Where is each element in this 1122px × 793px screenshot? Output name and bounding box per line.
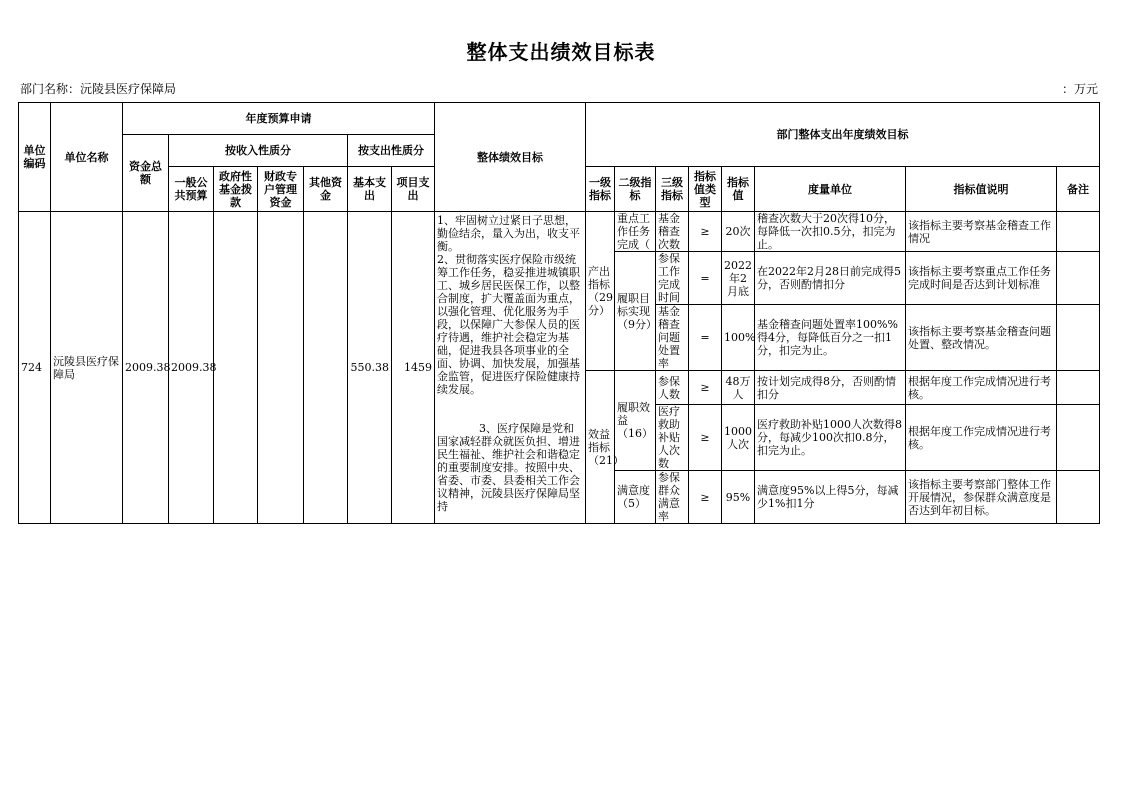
indicator-value-cell: 95% [722, 471, 755, 524]
indicator-value-cell: 1000人次 [722, 405, 755, 471]
value-desc-cell: 该指标主要考察基金稽查问题处置、整改情况。 [906, 305, 1057, 371]
indicator-value-cell: 2022年2月底 [722, 252, 755, 305]
remark-cell [1057, 252, 1100, 305]
header-overall-goal: 整体绩效目标 [435, 103, 586, 212]
measure-unit-cell: 医疗救助补贴1000人次数得8分，每减少100次扣0.8分，扣完为止。 [755, 405, 906, 471]
header-basic-expense: 基本支出 [348, 167, 392, 212]
level3-cell: 参保工作完成时间 [656, 252, 689, 305]
measure-unit-cell: 基金稽查问题处置率100%%得4分，每降低百分之一扣1分，扣完为止。 [755, 305, 906, 371]
remark-cell [1057, 405, 1100, 471]
overall-goal-text: 1、牢固树立过紧日子思想，勤俭结余，量入为出，收支平衡。 2、贯彻落实医疗保险市级统筹工作任务，稳妥推进城镇职工、城乡居民医保工作，以整合制度，扩大覆盖面为重点，以强化管理、优化服务为手段，以保障广大参保人员的医疗待遇，维护社会稳定为基础，促进我县各项事业的全面、协调、加快发展，加强基金监管，促进医疗保险健康持续发展。 3、医疗保障是党和国家减轻群众就医负担、增进民生福祉、维护社会和谐稳定的重要制度安排。按照中央、省委、市委、县委相关工作会议精神，沅陵县医疗保障局坚持 [437, 214, 581, 513]
level1-output: 产出指标（29分） [586, 212, 615, 371]
cell-other-fund [304, 212, 348, 524]
level2-satisfaction: 满意度（5） [615, 471, 656, 524]
value-desc-cell: 该指标主要考察基金稽查工作情况 [906, 212, 1057, 252]
cell-project-expense: 1459 [392, 212, 435, 524]
level2-duty-target: 履职目标实现（9分） [615, 252, 656, 371]
level3-cell: 参保人数 [656, 371, 689, 405]
header-annual-budget: 年度预算申请 [123, 103, 435, 135]
header-unit-code: 单位编码 [19, 103, 51, 212]
value-desc-cell: 该指标主要考察重点工作任务完成时间是否达到计划标准 [906, 252, 1057, 305]
remark-cell [1057, 305, 1100, 371]
header-special-fund: 财政专户管理资金 [258, 167, 304, 212]
performance-table [18, 102, 1100, 524]
indicator-type-cell: ≥ [689, 471, 722, 524]
indicator-type-cell: ≥ [689, 212, 722, 252]
measure-unit-cell: 在2022年2月28日前完成得5分，否则酌情扣分 [755, 252, 906, 305]
remark-cell [1057, 371, 1100, 405]
indicator-type-cell: ≥ [689, 371, 722, 405]
header-general-budget: 一般公共预算 [169, 167, 214, 212]
indicator-value-cell: 100% [722, 305, 755, 371]
cell-unit-code: 724 [19, 212, 51, 524]
indicator-value-cell: 48万人 [722, 371, 755, 405]
measure-unit-cell: 稽查次数大于20次得10分，每降低一次扣0.5分，扣完为止。 [755, 212, 906, 252]
header-level2: 二级指标 [615, 167, 656, 212]
header-by-income: 按收入性质分 [169, 135, 348, 167]
cell-total-funds: 2009.38 [123, 212, 169, 524]
cell-unit-name: 沅陵县医疗保障局 [51, 212, 123, 524]
indicator-type-cell: = [689, 252, 722, 305]
level3-cell: 医疗救助补贴人次数 [656, 405, 689, 471]
value-desc-cell: 根据年度工作完成情况进行考核。 [906, 371, 1057, 405]
header-gov-fund: 政府性基金拨款 [214, 167, 258, 212]
header-dept-goal: 部门整体支出年度绩效目标 [586, 103, 1100, 167]
level2-key-task: 重点工作任务完成（ [615, 212, 656, 252]
value-desc-cell: 根据年度工作完成情况进行考核。 [906, 405, 1057, 471]
cell-basic-expense: 550.38 [348, 212, 392, 524]
cell-gov-fund [214, 212, 258, 524]
header-measure-unit: 度量单位 [755, 167, 906, 212]
header-unit-name: 单位名称 [51, 103, 123, 212]
table-row [19, 212, 1100, 252]
indicator-type-cell: ≥ [689, 405, 722, 471]
remark-cell [1057, 212, 1100, 252]
value-desc-cell: 该指标主要考察部门整体工作开展情况，参保群众满意度是否达到年初目标。 [906, 471, 1057, 524]
header-indicator-value: 指标值 [722, 167, 755, 212]
header-remark: 备注 [1057, 167, 1100, 212]
level3-cell: 基金稽查次数 [656, 212, 689, 252]
measure-unit-cell: 满意度95%以上得5分，每减少1%扣1分 [755, 471, 906, 524]
cell-general-budget: 2009.38 [169, 212, 214, 524]
header-by-expense: 按支出性质分 [348, 135, 435, 167]
measure-unit-cell: 按计划完成得8分，否则酌情扣分 [755, 371, 906, 405]
level2-duty-benefit: 履职效益（16） [615, 371, 656, 471]
unit-label: ：万元 [1061, 82, 1098, 96]
header-indicator-type: 指标值类型 [689, 167, 722, 212]
header-value-desc: 指标值说明 [906, 167, 1057, 212]
header-other-fund: 其他资金 [304, 167, 348, 212]
header-total-funds: 资金总额 [123, 135, 169, 212]
indicator-value-cell: 20次 [722, 212, 755, 252]
department-name: 部门名称：沅陵县医疗保障局 [20, 82, 177, 96]
page-title: 整体支出绩效目标表 [466, 40, 656, 64]
header-level3: 三级指标 [656, 167, 689, 212]
header-project-expense: 项目支出 [392, 167, 435, 212]
header-level1: 一级指标 [586, 167, 615, 212]
cell-overall-goal [435, 212, 586, 524]
level3-cell: 参保群众满意率 [656, 471, 689, 524]
level3-cell: 基金稽查问题处置率 [656, 305, 689, 371]
level1-benefit: 效益指标（21） [586, 371, 615, 524]
indicator-type-cell: = [689, 305, 722, 371]
remark-cell [1057, 471, 1100, 524]
cell-special-fund [258, 212, 304, 524]
